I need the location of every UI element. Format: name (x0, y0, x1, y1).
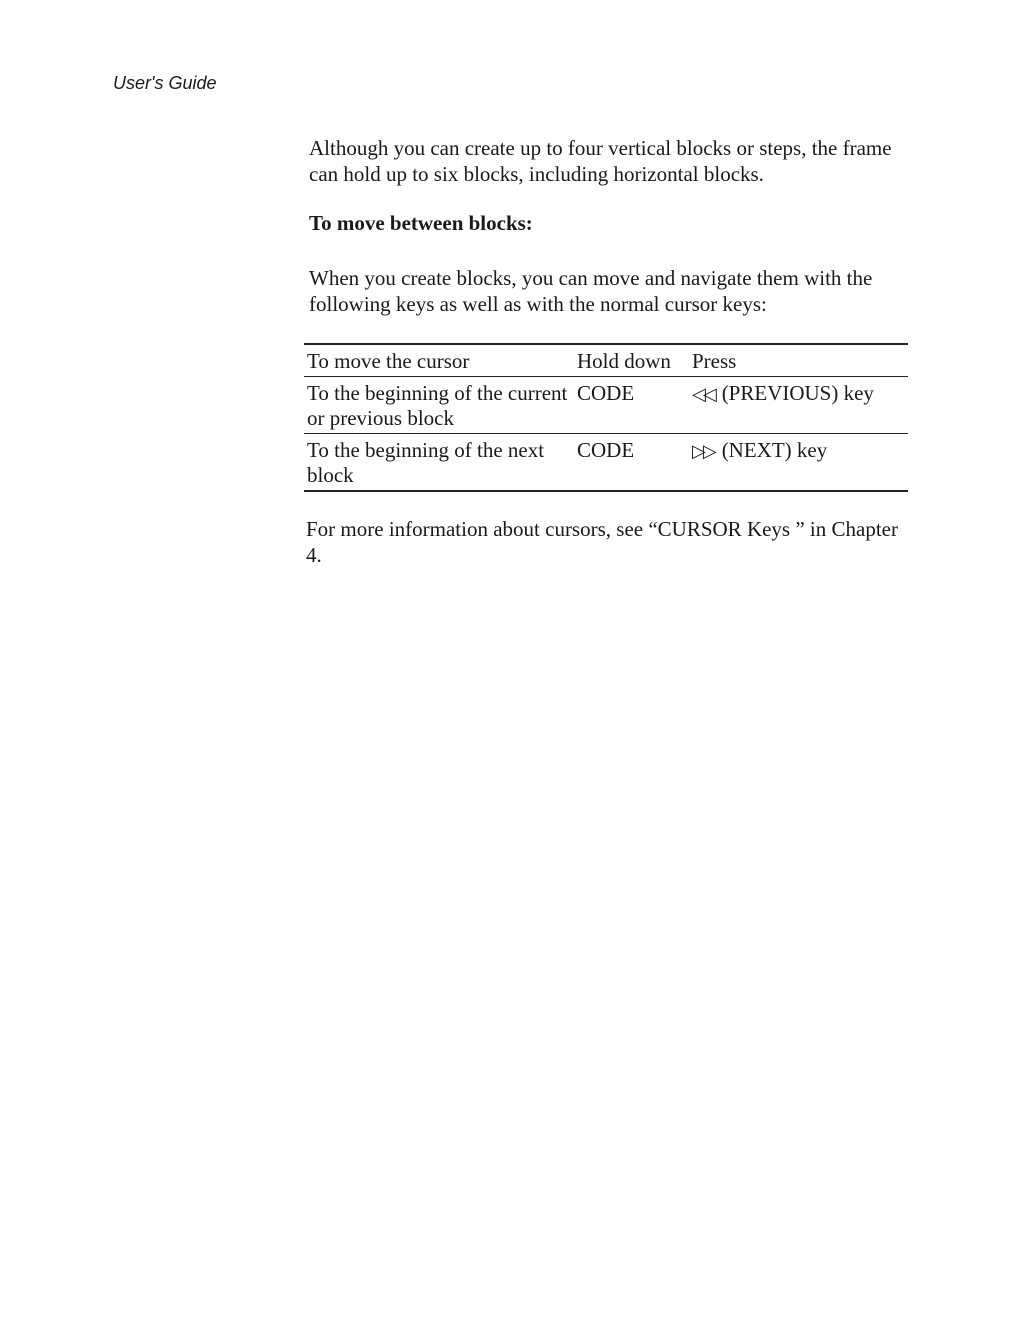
column-header-hold: Hold down (577, 349, 671, 373)
table-row (304, 434, 908, 490)
column-header-press: Press (692, 349, 737, 373)
table-row (304, 377, 908, 434)
table-cell-hold: CODE (577, 381, 635, 405)
next-icon: ▷▷ (692, 441, 714, 462)
column-header-action: To move the cursor (307, 349, 470, 373)
previous-icon: ◁◁ (692, 384, 714, 405)
intro-paragraph: Although you can create up to four vertical blocks or steps, the frame can hold up to six blocks, including horizontal blocks. (309, 136, 892, 186)
description-paragraph: When you create blocks, you can move and navigate them with the following keys as well as with the normal cursor keys: (309, 266, 873, 316)
footer-note: For more information about cursors, see “CURSOR Keys ” in Chapter 4. (306, 517, 898, 567)
table-cell-action: To the beginning of the current or previous block (307, 381, 568, 430)
table-cell-press (692, 438, 908, 488)
press-key-label: (NEXT) key (721, 438, 828, 462)
press-key-label: (PREVIOUS) key (721, 381, 874, 405)
table-cell-hold: CODE (577, 438, 635, 462)
key-table (304, 343, 908, 492)
table-cell-action: To the beginning of the next block (307, 438, 545, 487)
running-header: User's Guide (113, 73, 217, 93)
table-header-row (304, 345, 908, 377)
section-heading: To move between blocks: (309, 211, 533, 235)
table-cell-press (692, 381, 908, 431)
